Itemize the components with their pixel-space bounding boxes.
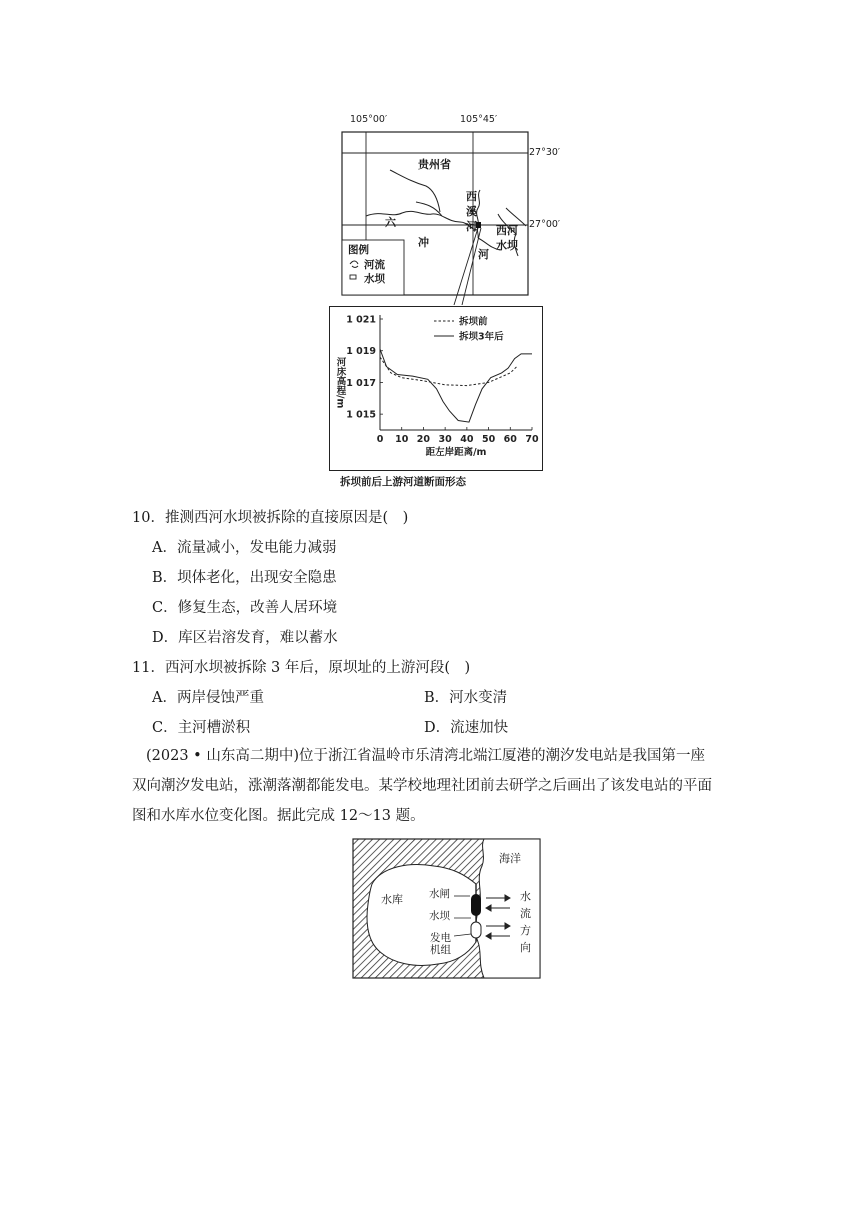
lat-label-1: 27°30′ bbox=[529, 147, 561, 158]
legend-label: 拆坝3年后 bbox=[459, 331, 504, 343]
q10-stem: 10．推测西河水坝被拆除的直接原因是( ) bbox=[132, 510, 409, 526]
y-tick-label: 1 021 bbox=[346, 314, 376, 326]
legend-label: 拆坝前 bbox=[459, 316, 488, 328]
generator-unit bbox=[471, 922, 481, 938]
river-liuchong bbox=[366, 211, 478, 230]
q10-option-b: B．坝体老化，出现安全隐患 bbox=[152, 570, 337, 586]
x-tick-label: 60 bbox=[503, 434, 517, 445]
x-tick-label: 10 bbox=[395, 434, 409, 445]
liuchong-label-3: 河 bbox=[478, 248, 489, 261]
passage-line-1: (2023 • 山东高二期中)位于浙江省温岭市乐清湾北端江厦港的潮汐发电站是我国第一座 bbox=[146, 748, 705, 764]
leader-line-2 bbox=[462, 228, 481, 305]
y-tick-label: 1 015 bbox=[346, 409, 376, 421]
river-north-branch bbox=[390, 170, 440, 212]
x-tick-label: 0 bbox=[376, 434, 384, 445]
xixi-river-label-3: 河 bbox=[466, 220, 477, 233]
flow-direction-2: 流 bbox=[520, 907, 531, 920]
lon-label-2: 105°45′ bbox=[460, 114, 498, 125]
q10-option-d: D．库区岩溶发育，难以蓄水 bbox=[152, 630, 338, 646]
lon-label-1: 105°00′ bbox=[350, 114, 388, 125]
liuchong-label-1: 六 bbox=[385, 216, 396, 229]
q10-option-c: C．修复生态，改善人居环境 bbox=[152, 600, 338, 616]
sluice-gate bbox=[471, 894, 481, 916]
legend-title: 图例 bbox=[348, 244, 369, 256]
q11-stem: 11．西河水坝被拆除 3 年后，原坝址的上游河段( ) bbox=[132, 660, 471, 676]
sluice-label: 水闸 bbox=[429, 888, 450, 900]
q11-option-d: D．流速加快 bbox=[424, 720, 509, 736]
passage-12-13 bbox=[132, 741, 732, 831]
ocean-label: 海洋 bbox=[499, 852, 521, 865]
xixi-river-label-2: 溪 bbox=[466, 205, 477, 218]
passage-line-3: 图和水库水位变化图。据此完成 12～13 题。 bbox=[132, 808, 425, 824]
q10-option-a: A．流量减小，发电能力减弱 bbox=[152, 540, 337, 556]
y-axis-label: 河床高程/m bbox=[334, 357, 346, 409]
flow-direction-1: 水 bbox=[520, 890, 531, 903]
q11-option-a: A．两岸侵蚀严重 bbox=[152, 690, 264, 706]
liuchong-label-2: 冲 bbox=[418, 236, 429, 249]
legend-dam-label: 水坝 bbox=[364, 273, 385, 285]
generator-label-1: 发电 bbox=[430, 932, 451, 944]
section-chart-title: 拆坝前后上游河道断面形态 bbox=[340, 476, 466, 488]
y-tick-label: 1 019 bbox=[346, 346, 376, 358]
dam-name-label-1: 西河 bbox=[496, 224, 518, 237]
lat-label-2: 27°00′ bbox=[529, 219, 561, 230]
flow-direction-3: 方 bbox=[520, 924, 531, 937]
reservoir-area bbox=[367, 865, 476, 966]
flow-direction-4: 向 bbox=[520, 941, 531, 954]
q11-option-b: B．河水变清 bbox=[424, 690, 508, 706]
reservoir-label: 水库 bbox=[381, 893, 403, 906]
passage-line-2: 双向潮汐发电站，涨潮落潮都能发电。某学校地理社团前去研学之后画出了该发电站的平面 bbox=[132, 778, 712, 794]
x-axis-label: 距左岸距离/m bbox=[425, 447, 487, 458]
y-tick-label: 1 017 bbox=[346, 377, 376, 389]
x-tick-label: 20 bbox=[416, 434, 431, 445]
x-tick-label: 30 bbox=[438, 434, 452, 445]
series-line-1 bbox=[380, 357, 517, 386]
legend-river-label: 河流 bbox=[364, 259, 385, 271]
dam-name-label-2: 水坝 bbox=[496, 239, 518, 252]
x-tick-label: 70 bbox=[525, 434, 539, 445]
x-tick-label: 40 bbox=[460, 434, 474, 445]
dam-label: 水坝 bbox=[429, 910, 450, 922]
q11-option-c: C．主河槽淤积 bbox=[152, 720, 251, 736]
province-label: 贵州省 bbox=[418, 158, 451, 171]
generator-label-2: 机组 bbox=[430, 944, 451, 956]
leader-line-1 bbox=[454, 228, 478, 305]
xixi-river-label-1: 西 bbox=[466, 190, 477, 203]
section-chart bbox=[330, 307, 542, 470]
x-tick-label: 50 bbox=[481, 434, 496, 445]
